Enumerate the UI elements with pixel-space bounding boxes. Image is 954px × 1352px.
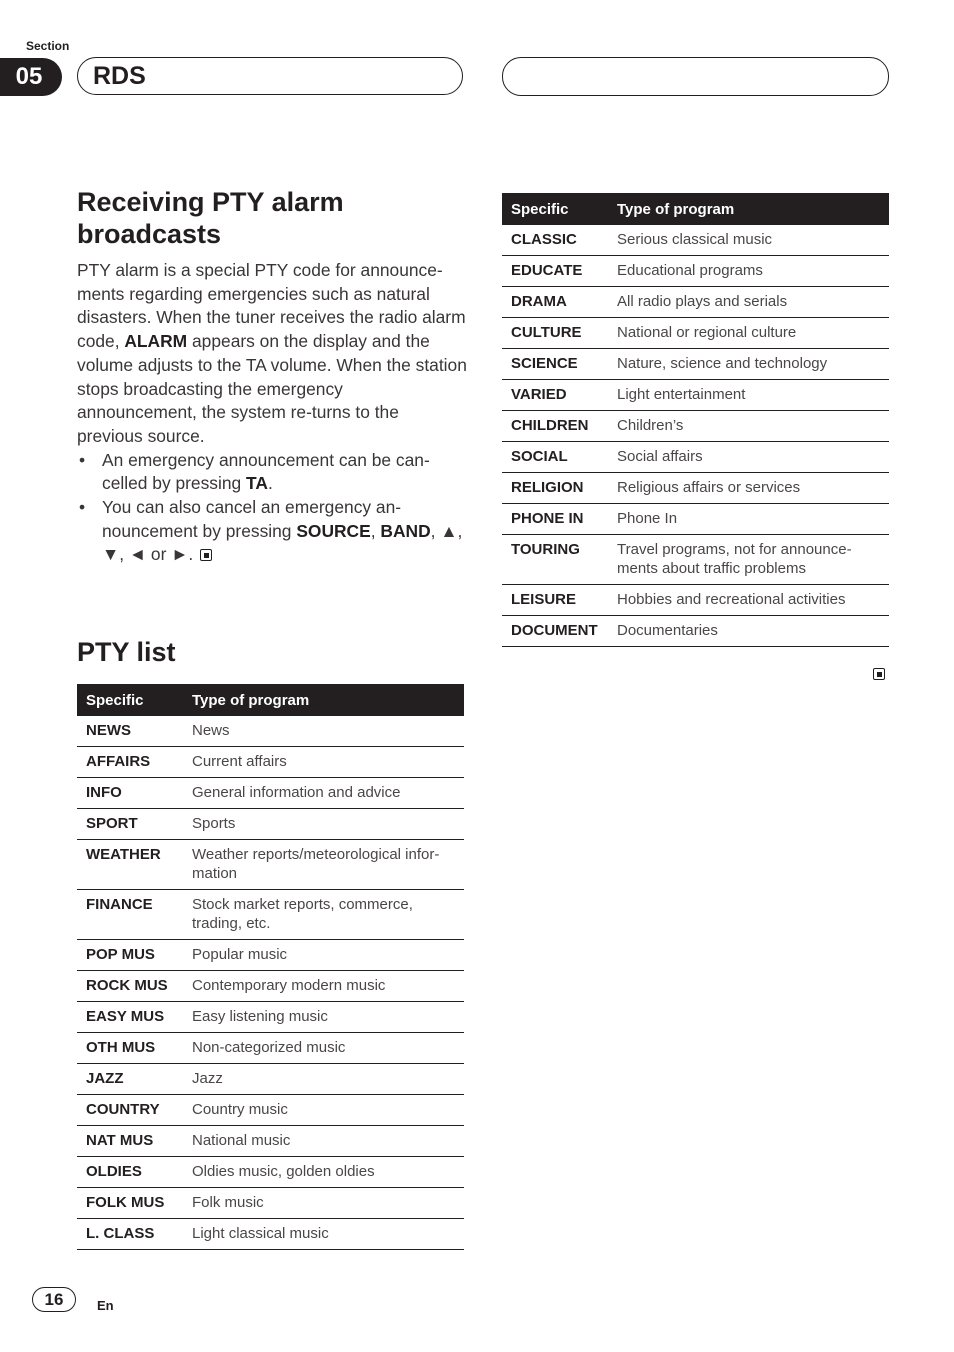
alarm-text-2: appears on the display and the volume adjusts to the TA volume. When the station stops broadcasting the emergency announcement, the system re-turns to the previous source. xyxy=(77,331,467,446)
pty-description: Social affairs xyxy=(608,442,889,473)
end-of-section-icon xyxy=(200,549,212,561)
col-type: Type of program xyxy=(183,684,464,716)
table-row xyxy=(502,287,889,318)
pty-description: Country music xyxy=(183,1095,464,1126)
col-type: Type of program xyxy=(608,193,889,225)
pty-description: Light classical music xyxy=(183,1219,464,1250)
bullet2-text: You can also cancel an emergency an-nouncement by pressing xyxy=(102,497,402,541)
pty-description: National or regional culture xyxy=(608,318,889,349)
table-row xyxy=(502,380,889,411)
table-row xyxy=(77,778,464,809)
table-row xyxy=(77,1033,464,1064)
bullet2-sep1: , xyxy=(370,520,381,541)
table-header-row xyxy=(502,193,889,225)
table-row xyxy=(77,1219,464,1250)
pty-code: NEWS xyxy=(77,716,183,747)
pty-description: Popular music xyxy=(183,940,464,971)
pty-code: ROCK MUS xyxy=(77,971,183,1002)
alarm-section xyxy=(77,186,467,567)
alarm-body xyxy=(77,259,467,567)
table-row xyxy=(77,809,464,840)
col-specific: Specific xyxy=(502,193,608,225)
pty-code: PHONE IN xyxy=(502,504,608,535)
table-row xyxy=(77,971,464,1002)
pty-description: Documentaries xyxy=(608,616,889,647)
table-row xyxy=(502,535,889,585)
pty-description: National music xyxy=(183,1126,464,1157)
pty-code: DRAMA xyxy=(502,287,608,318)
pty-code: CLASSIC xyxy=(502,225,608,256)
pty-description: News xyxy=(183,716,464,747)
pty-code: L. CLASS xyxy=(77,1219,183,1250)
section-title xyxy=(77,57,463,95)
language-label: En xyxy=(97,1298,114,1313)
table-row xyxy=(77,1095,464,1126)
pty-description: Folk music xyxy=(183,1188,464,1219)
pty-code: LEISURE xyxy=(502,585,608,616)
pty-code: RELIGION xyxy=(502,473,608,504)
pty-description: Stock market reports, commerce, trading, etc. xyxy=(183,890,464,940)
pty-code: JAZZ xyxy=(77,1064,183,1095)
bullet-dot: • xyxy=(79,497,86,518)
pty-code: CHILDREN xyxy=(502,411,608,442)
pty-code: FOLK MUS xyxy=(77,1188,183,1219)
pty-code: EDUCATE xyxy=(502,256,608,287)
table-row xyxy=(77,940,464,971)
table-row xyxy=(502,318,889,349)
alarm-paragraph xyxy=(77,259,467,449)
pty-code: COUNTRY xyxy=(77,1095,183,1126)
pty-description: All radio plays and serials xyxy=(608,287,889,318)
bullet1-end: . xyxy=(267,473,273,494)
table-header-row xyxy=(77,684,464,716)
pty-code: POP MUS xyxy=(77,940,183,971)
table-row xyxy=(77,840,464,890)
bullet2-sep2: , xyxy=(430,520,436,541)
pty-description: Contemporary modern music xyxy=(183,971,464,1002)
section-number-tab: 05 xyxy=(0,58,62,96)
header-empty-box xyxy=(502,57,889,96)
pty-description: Sports xyxy=(183,809,464,840)
page-number: 16 xyxy=(32,1287,76,1312)
bullet-item-ta xyxy=(77,449,467,496)
pty-table-left xyxy=(77,684,464,1250)
table-row xyxy=(502,473,889,504)
pty-description: General information and advice xyxy=(183,778,464,809)
pty-code: EASY MUS xyxy=(77,1002,183,1033)
table-row xyxy=(77,1157,464,1188)
pty-code: SOCIAL xyxy=(502,442,608,473)
section-title-text: RDS xyxy=(93,61,146,90)
table-row xyxy=(502,616,889,647)
table-row xyxy=(502,256,889,287)
pty-code: DOCUMENT xyxy=(502,616,608,647)
pty-description: Hobbies and recreational activities xyxy=(608,585,889,616)
table-row xyxy=(77,890,464,940)
pty-description: Easy listening music xyxy=(183,1002,464,1033)
source-button-label: SOURCE xyxy=(296,520,371,541)
pty-description: Non-categorized music xyxy=(183,1033,464,1064)
bullet-dot: • xyxy=(79,449,86,470)
pty-description: Nature, science and technology xyxy=(608,349,889,380)
pty-code: SPORT xyxy=(77,809,183,840)
alarm-code-label: ALARM xyxy=(124,331,188,352)
section-label: Section xyxy=(26,39,70,53)
pty-list-heading: PTY list xyxy=(77,637,176,667)
alarm-text-1: PTY alarm is a special PTY code for announce-ments regarding emergencies such as natural disasters. When the tuner receives the radio alarm code, xyxy=(77,260,466,352)
pty-code: SCIENCE xyxy=(502,349,608,380)
col-specific: Specific xyxy=(77,684,183,716)
pty-description: Travel programs, not for announce-ments about traffic problems xyxy=(608,535,889,585)
pty-code: AFFAIRS xyxy=(77,747,183,778)
pty-code: VARIED xyxy=(502,380,608,411)
table-row xyxy=(502,442,889,473)
pty-description: Weather reports/meteorological infor-mation xyxy=(183,840,464,890)
pty-code: TOURING xyxy=(502,535,608,585)
table-row xyxy=(77,1126,464,1157)
band-button-label: BAND xyxy=(380,520,431,541)
pty-code: WEATHER xyxy=(77,840,183,890)
table-row xyxy=(77,1064,464,1095)
pty-code: FINANCE xyxy=(77,890,183,940)
pty-description: Jazz xyxy=(183,1064,464,1095)
bullet-item-cancel xyxy=(77,496,467,567)
pty-description: Phone In xyxy=(608,504,889,535)
pty-description: Current affairs xyxy=(183,747,464,778)
pty-description: Light entertainment xyxy=(608,380,889,411)
table-row xyxy=(502,411,889,442)
ta-button-label: TA xyxy=(246,473,268,494)
alarm-heading: Receiving PTY alarm broadcasts xyxy=(77,187,344,249)
pty-description: Oldies music, golden oldies xyxy=(183,1157,464,1188)
pty-code: OLDIES xyxy=(77,1157,183,1188)
table-row xyxy=(77,1002,464,1033)
pty-description: Religious affairs or services xyxy=(608,473,889,504)
table-row xyxy=(77,1188,464,1219)
pty-code: INFO xyxy=(77,778,183,809)
table-row xyxy=(502,585,889,616)
table-row xyxy=(502,504,889,535)
table-row xyxy=(502,349,889,380)
table-row xyxy=(77,747,464,778)
pty-code: OTH MUS xyxy=(77,1033,183,1064)
end-of-section-icon xyxy=(873,668,885,680)
pty-table-right xyxy=(502,193,889,647)
pty-code: CULTURE xyxy=(502,318,608,349)
pty-description: Serious classical music xyxy=(608,225,889,256)
bullet1-text: An emergency announcement can be can-celled by pressing xyxy=(102,449,430,494)
pty-description: Children’s xyxy=(608,411,889,442)
pty-description: Educational programs xyxy=(608,256,889,287)
arrow-keys-text: ▲, ▼, ◄ or ►. xyxy=(102,520,463,565)
pty-code: NAT MUS xyxy=(77,1126,183,1157)
table-row xyxy=(502,225,889,256)
table-row xyxy=(77,716,464,747)
